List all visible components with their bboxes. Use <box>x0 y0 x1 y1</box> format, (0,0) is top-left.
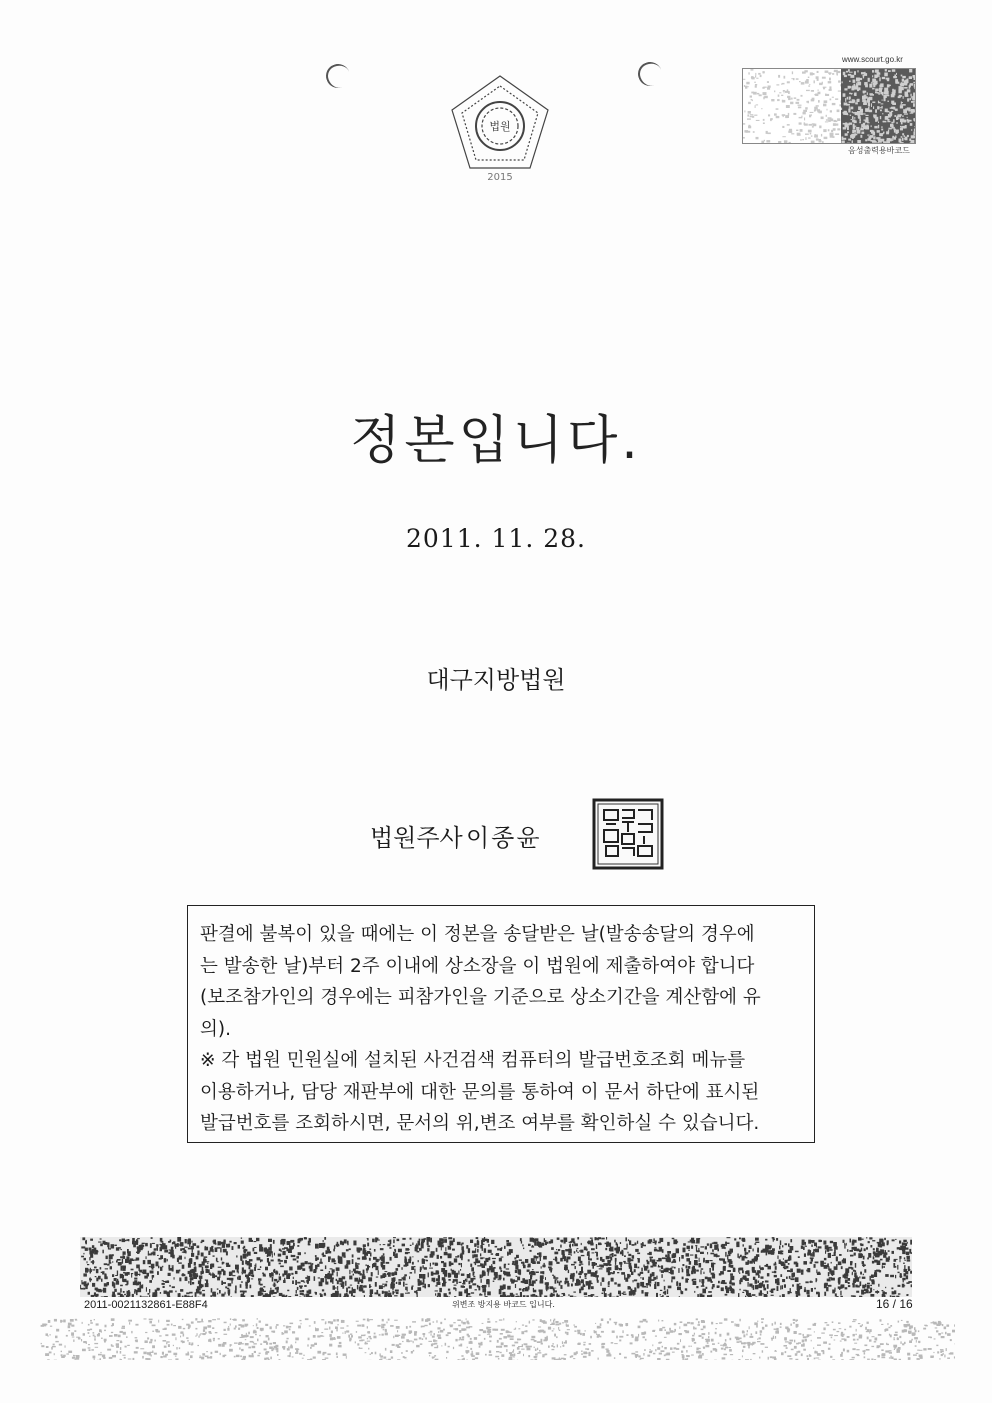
issue-date: 2011. 11. 28. <box>406 524 586 553</box>
notice-line: 의). <box>200 1018 231 1040</box>
voice-output-barcode <box>742 68 916 144</box>
court-url: www.scourt.go.kr <box>842 55 903 64</box>
official-seal-stamp <box>592 798 664 870</box>
clerk-name: 이종윤 <box>466 824 542 852</box>
qr-caption: 음성출력용바코드 <box>848 146 910 155</box>
notice-line: 이용하거나, 담당 재판부에 대한 문의를 통하여 이 문서 하단에 표시된 <box>200 1081 760 1103</box>
appeal-notice-box <box>187 905 815 1143</box>
barcode-caption: 위변조 방지용 바코드 입니다. <box>452 1300 555 1309</box>
qr-noise-left <box>743 69 841 143</box>
scan-noise-band <box>40 1318 955 1360</box>
qr-code-icon <box>841 69 915 143</box>
emblem-label: 법원 <box>489 120 511 133</box>
notice-line: ※ 각 법원 민원실에 설치된 사건검색 컴퓨터의 발급번호조회 메뉴를 <box>200 1050 746 1071</box>
emblem-year: 2015 <box>487 172 513 182</box>
anti-forgery-barcode <box>80 1237 912 1297</box>
punch-hole-mark-left <box>323 61 354 92</box>
court-emblem-icon <box>444 70 556 182</box>
notice-line: 발급번호를 조회하시면, 문서의 위,변조 여부를 확인하실 수 있습니다. <box>200 1113 760 1134</box>
document-title: 정본입니다. <box>350 411 642 471</box>
notice-line: 는 발송한 날)부터 2주 이내에 상소장을 이 법원에 제출하여야 합니다 <box>200 955 755 977</box>
notice-line: 판결에 불복이 있을 때에는 이 정본을 송달받은 날(발송송달의 경우에 <box>200 924 755 945</box>
court-name: 대구지방법원 <box>426 666 566 694</box>
notice-line: (보조참가인의 경우에는 피참가인을 기준으로 상소기간을 계산함에 유 <box>200 987 761 1008</box>
clerk-title: 법원주사 <box>370 824 463 852</box>
page-number: 16 / 16 <box>876 1297 913 1311</box>
punch-hole-mark-right <box>635 59 666 90</box>
issue-number: 2011-0021132861-E88F4 <box>84 1299 208 1311</box>
